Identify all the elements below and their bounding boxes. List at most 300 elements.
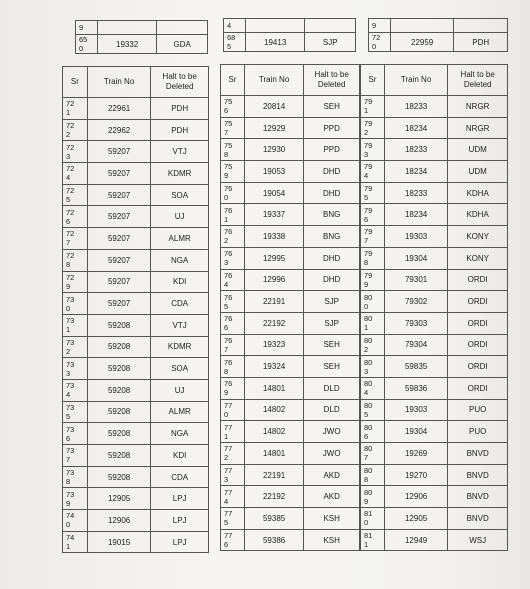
sr-part-b: 3 xyxy=(66,151,71,161)
table-row xyxy=(221,96,360,118)
table-row xyxy=(63,184,209,206)
halt-cell: SEH xyxy=(304,334,360,356)
halt-cell: DHD xyxy=(304,247,360,269)
train-cell: 59836 xyxy=(384,377,448,399)
sr-part-b: 2 xyxy=(224,453,229,463)
sr-cell xyxy=(63,531,88,553)
table-row xyxy=(221,464,360,486)
sr-part-b: 4 xyxy=(66,173,71,183)
sr-part-b: 9 xyxy=(224,388,229,398)
sr-cell xyxy=(361,356,385,378)
sr-part-a: 74 xyxy=(66,533,75,543)
sr-cell xyxy=(63,206,88,228)
sr-cell xyxy=(361,334,385,356)
halt-table-3 xyxy=(360,64,508,551)
sr-part-b: 6 xyxy=(364,214,369,224)
train-cell: 59208 xyxy=(87,379,151,401)
sr-part-b: 3 xyxy=(364,366,369,376)
sr-part-b: 7 xyxy=(364,453,369,463)
train-cell: 59208 xyxy=(87,314,151,336)
train-cell: 19304 xyxy=(384,247,448,269)
sr-part-a: 75 xyxy=(224,162,233,172)
sr-part-a: 79 xyxy=(364,119,373,129)
sr-part-b: 1 xyxy=(66,325,71,335)
halt-cell: ORDI xyxy=(448,356,508,378)
sr-part-a: 77 xyxy=(224,422,233,432)
sr-cell: 9 xyxy=(76,21,98,35)
sr-part-a: 80 xyxy=(364,400,373,410)
sr-cell xyxy=(361,182,385,204)
sr-part-b: 2 xyxy=(224,236,229,246)
train-cell: 19324 xyxy=(244,356,304,378)
table-row xyxy=(63,466,209,488)
sr-part-b: 9 xyxy=(224,171,229,181)
halt-cell: CDA xyxy=(151,466,209,488)
sr-part-a: 76 xyxy=(224,270,233,280)
sr-part-b: 8 xyxy=(66,477,71,487)
table-row xyxy=(221,161,360,183)
table-row xyxy=(361,182,508,204)
sr-cell xyxy=(63,401,88,423)
table-row xyxy=(63,163,209,185)
sr-part-a: 79 xyxy=(364,140,373,150)
sr-part-b: 0 xyxy=(224,409,229,419)
train-cell: 22191 xyxy=(244,291,304,313)
table-row xyxy=(361,291,508,313)
train-cell: 14802 xyxy=(244,421,304,443)
sr-part-a: 72 xyxy=(66,164,75,174)
sr-part-b: 0 xyxy=(66,303,71,313)
table-row xyxy=(361,204,508,226)
halt-cell: UJ xyxy=(151,206,209,228)
train-cell: 59386 xyxy=(244,529,304,551)
train-cell: 59208 xyxy=(87,445,151,467)
sr-part-a: 73 xyxy=(66,381,75,391)
sr-cell xyxy=(63,271,88,293)
table-row xyxy=(361,377,508,399)
halt-cell: WSJ xyxy=(448,529,508,551)
train-cell: 59207 xyxy=(87,228,151,250)
table-row xyxy=(76,35,208,54)
table-row xyxy=(361,464,508,486)
table-row xyxy=(221,291,360,313)
train-cell: 19303 xyxy=(384,399,448,421)
sr-part-b: 0 xyxy=(66,520,71,530)
sr-cell xyxy=(361,96,385,118)
halt-cell: NGA xyxy=(151,249,209,271)
sr-part-b: 0 xyxy=(224,193,229,203)
sr-cell: 4 xyxy=(224,19,246,33)
table-row xyxy=(63,445,209,467)
train-no-header: Train No xyxy=(87,67,151,98)
sr-part-a: 79 xyxy=(364,249,373,259)
halt-cell: SJP xyxy=(304,291,360,313)
train-cell: 59208 xyxy=(87,423,151,445)
sr-part-a: 80 xyxy=(364,422,373,432)
sr-part-a: 79 xyxy=(364,184,373,194)
train-cell: 59208 xyxy=(87,336,151,358)
table-row xyxy=(361,139,508,161)
sr-part-a: 80 xyxy=(364,335,373,345)
sr-cell xyxy=(63,379,88,401)
train-cell: 12996 xyxy=(244,269,304,291)
sr-part-b: 6 xyxy=(224,106,229,116)
halt-cell: DHD xyxy=(304,161,360,183)
table-row xyxy=(221,182,360,204)
sr-cell xyxy=(221,443,245,465)
sr-cell xyxy=(361,464,385,486)
halt-cell: ORDI xyxy=(448,269,508,291)
sr-part-a: 73 xyxy=(66,359,75,369)
sr-cell xyxy=(63,228,88,250)
table-row xyxy=(63,336,209,358)
sr-part-b: 5 xyxy=(66,411,71,421)
halt-cell: BNVD xyxy=(448,508,508,530)
sr-part-b: 5 xyxy=(364,409,369,419)
sr-part-b: 1 xyxy=(224,214,229,224)
table-row xyxy=(63,206,209,228)
sr-cell xyxy=(63,336,88,358)
halt-cell: KSH xyxy=(304,508,360,530)
sr-part-a: 73 xyxy=(66,316,75,326)
sr-part-a: 75 xyxy=(224,140,233,150)
halt-table-2 xyxy=(220,64,360,551)
sr-part-b: 7 xyxy=(364,236,369,246)
sr-cell: 9 xyxy=(369,19,391,33)
sr-cell xyxy=(221,96,245,118)
sr-part-a: 76 xyxy=(224,249,233,259)
table-row xyxy=(63,249,209,271)
table-row xyxy=(361,529,508,551)
halt-table-1 xyxy=(62,66,209,553)
sr-part-a: 81 xyxy=(364,531,373,541)
train-cell: 59207 xyxy=(87,206,151,228)
halt-cell: NRGR xyxy=(448,96,508,118)
sr-cell xyxy=(221,117,245,139)
sr-part-a: 76 xyxy=(224,227,233,237)
sr-cell xyxy=(361,247,385,269)
train-cell: 19054 xyxy=(244,182,304,204)
table-row xyxy=(361,486,508,508)
table-row xyxy=(63,531,209,553)
table-row xyxy=(221,204,360,226)
train-cell: 19053 xyxy=(244,161,304,183)
halt-cell: PDH xyxy=(151,119,209,141)
halt-cell: ALMR xyxy=(151,401,209,423)
sr-part-a: 72 xyxy=(66,121,75,131)
halt-cell: PPD xyxy=(304,139,360,161)
sr-cell xyxy=(221,226,245,248)
train-cell: 12906 xyxy=(384,486,448,508)
sr-part-a: 80 xyxy=(364,357,373,367)
sr-cell: 72 0 xyxy=(369,33,391,52)
sr-cell xyxy=(221,356,245,378)
sr-part-b: 3 xyxy=(66,368,71,378)
sr-part-a: 76 xyxy=(224,205,233,215)
table-row xyxy=(221,334,360,356)
sr-part-b: 4 xyxy=(364,388,369,398)
halt-cell: LPJ xyxy=(151,531,209,553)
table-row xyxy=(221,247,360,269)
sr-part-a: 76 xyxy=(224,184,233,194)
sr-part-b: 8 xyxy=(364,258,369,268)
sr-cell xyxy=(361,486,385,508)
train-cell: 79303 xyxy=(384,312,448,334)
train-cell xyxy=(390,19,454,33)
sr-part-b: 5 xyxy=(364,193,369,203)
sr-part-a: 73 xyxy=(66,402,75,412)
halt-cell xyxy=(157,21,208,35)
sr-part-a: 80 xyxy=(364,466,373,476)
halt-cell: UDM xyxy=(448,161,508,183)
table-row xyxy=(361,226,508,248)
sr-part-b: 6 xyxy=(66,433,71,443)
train-cell: 18234 xyxy=(384,161,448,183)
table-row xyxy=(63,358,209,380)
train-cell: 79301 xyxy=(384,269,448,291)
sr-part-a: 81 xyxy=(364,509,373,519)
halt-cell: ALMR xyxy=(151,228,209,250)
sr-part-a: 79 xyxy=(364,162,373,172)
sr-cell xyxy=(361,269,385,291)
halt-cell: JWO xyxy=(304,421,360,443)
sr-part-b: 0 xyxy=(364,301,369,311)
train-no-header: Train No xyxy=(384,65,448,96)
sr-cell xyxy=(361,421,385,443)
sr-part-a: 72 xyxy=(66,207,75,217)
sr-part-b: 4 xyxy=(224,279,229,289)
table-row xyxy=(63,314,209,336)
train-cell: 12949 xyxy=(384,529,448,551)
sr-part-a: 76 xyxy=(224,335,233,345)
table-row xyxy=(221,226,360,248)
sr-part-a: 77 xyxy=(224,487,233,497)
halt-cell: SJP xyxy=(305,33,356,52)
sr-part-b: 2 xyxy=(66,130,71,140)
sr-cell xyxy=(361,204,385,226)
sr-cell xyxy=(361,508,385,530)
sr-cell xyxy=(221,508,245,530)
sr-part-b: 1 xyxy=(364,323,369,333)
sr-part-a: 76 xyxy=(224,357,233,367)
table-row xyxy=(221,529,360,551)
sr-part-b: 4 xyxy=(364,171,369,181)
sr-part-b: 1 xyxy=(364,540,369,550)
sr-part-a: 79 xyxy=(364,205,373,215)
train-cell: 59207 xyxy=(87,163,151,185)
table-row xyxy=(221,312,360,334)
halt-cell: VTJ xyxy=(151,141,209,163)
table-row xyxy=(221,399,360,421)
train-cell xyxy=(97,21,157,35)
table-row xyxy=(63,488,209,510)
halt-cell: CDA xyxy=(151,293,209,315)
sr-part-a: 77 xyxy=(224,466,233,476)
train-cell: 79302 xyxy=(384,291,448,313)
train-cell: 18234 xyxy=(384,204,448,226)
sr-part-b: 4 xyxy=(224,496,229,506)
table-row xyxy=(221,486,360,508)
halt-cell: AKD xyxy=(304,486,360,508)
sr-part-b: 8 xyxy=(224,366,229,376)
table-row xyxy=(221,117,360,139)
sr-part-a: 77 xyxy=(224,509,233,519)
table-row xyxy=(63,271,209,293)
sr-part-a: 80 xyxy=(364,292,373,302)
table-row xyxy=(369,19,508,33)
table-row xyxy=(221,139,360,161)
table-row xyxy=(221,421,360,443)
train-cell: 19413 xyxy=(245,33,305,52)
sr-cell xyxy=(221,247,245,269)
sr-part-b: 9 xyxy=(66,281,71,291)
table-row xyxy=(63,98,209,120)
sr-part-a: 72 xyxy=(66,99,75,109)
table-row xyxy=(221,356,360,378)
halt-cell: PPD xyxy=(304,117,360,139)
sr-part-a: 77 xyxy=(224,400,233,410)
sr-cell xyxy=(221,139,245,161)
table-row xyxy=(361,312,508,334)
sr-cell xyxy=(361,139,385,161)
train-cell: 22192 xyxy=(244,312,304,334)
table-row xyxy=(63,119,209,141)
sr-part-a: 79 xyxy=(364,270,373,280)
train-cell: 59207 xyxy=(87,293,151,315)
sr-cell xyxy=(361,291,385,313)
sr-part-a: 72 xyxy=(66,142,75,152)
train-cell: 19337 xyxy=(244,204,304,226)
table-row xyxy=(361,421,508,443)
table-row xyxy=(221,443,360,465)
train-cell: 59208 xyxy=(87,466,151,488)
train-cell: 19338 xyxy=(244,226,304,248)
sr-cell xyxy=(63,119,88,141)
sr-part-b: 8 xyxy=(224,149,229,159)
train-cell: 12995 xyxy=(244,247,304,269)
halt-cell: DLD xyxy=(304,377,360,399)
sr-part-b: 1 xyxy=(66,108,71,118)
sr-part-a: 80 xyxy=(364,379,373,389)
train-cell: 12929 xyxy=(244,117,304,139)
halt-cell: DLD xyxy=(304,399,360,421)
halt-cell: SOA xyxy=(151,184,209,206)
table-row xyxy=(221,269,360,291)
sr-cell: 68 5 xyxy=(224,33,246,52)
table-row xyxy=(361,356,508,378)
train-cell: 19332 xyxy=(97,35,157,54)
sr-cell xyxy=(221,182,245,204)
train-cell: 20814 xyxy=(244,96,304,118)
sr-cell xyxy=(361,312,385,334)
train-cell: 19303 xyxy=(384,226,448,248)
sr-part-b: 1 xyxy=(364,106,369,116)
train-cell: 12905 xyxy=(87,488,151,510)
table-row xyxy=(224,33,356,52)
sr-part-b: 1 xyxy=(224,431,229,441)
halt-cell: VTJ xyxy=(151,314,209,336)
train-cell: 12905 xyxy=(384,508,448,530)
halt-cell: KDMR xyxy=(151,163,209,185)
sr-part-a: 76 xyxy=(224,292,233,302)
train-cell: 22962 xyxy=(87,119,151,141)
table-row xyxy=(361,443,508,465)
sr-header: Sr xyxy=(63,67,88,98)
halt-cell: KONY xyxy=(448,226,508,248)
sr-part-b: 7 xyxy=(66,455,71,465)
train-cell: 12906 xyxy=(87,510,151,532)
halt-cell: SEH xyxy=(304,356,360,378)
halt-cell: ORDI xyxy=(448,377,508,399)
sr-cell xyxy=(63,445,88,467)
halt-cell: KDMR xyxy=(151,336,209,358)
sr-header: Sr xyxy=(361,65,385,96)
sr-cell xyxy=(63,184,88,206)
table-row xyxy=(361,269,508,291)
sr-part-b: 2 xyxy=(364,344,369,354)
halt-cell: KONY xyxy=(448,247,508,269)
train-cell: 59207 xyxy=(87,141,151,163)
sr-part-b: 0 xyxy=(364,518,369,528)
sr-part-b: 4 xyxy=(66,390,71,400)
train-cell: 79304 xyxy=(384,334,448,356)
table-row xyxy=(361,247,508,269)
table-row xyxy=(224,19,356,33)
sr-part-a: 73 xyxy=(66,446,75,456)
table-row xyxy=(369,33,508,52)
table-row xyxy=(63,401,209,423)
table-row xyxy=(63,510,209,532)
sr-cell xyxy=(63,141,88,163)
train-cell: 59385 xyxy=(244,508,304,530)
train-cell: 19015 xyxy=(87,531,151,553)
table-row xyxy=(361,117,508,139)
sr-part-b: 2 xyxy=(66,346,71,356)
sr-cell xyxy=(63,358,88,380)
halt-cell: PDH xyxy=(454,33,508,52)
halt-cell: GDA xyxy=(157,35,208,54)
halt-cell: SJP xyxy=(304,312,360,334)
halt-cell: ORDI xyxy=(448,312,508,334)
table-row xyxy=(76,21,208,35)
sr-cell xyxy=(63,423,88,445)
sr-part-b: 7 xyxy=(224,344,229,354)
train-cell: 19304 xyxy=(384,421,448,443)
halt-cell: KDI xyxy=(151,271,209,293)
halt-cell: PUO xyxy=(448,421,508,443)
sr-cell xyxy=(221,529,245,551)
sr-part-a: 80 xyxy=(364,314,373,324)
sr-cell xyxy=(221,334,245,356)
sr-part-b: 5 xyxy=(66,195,71,205)
halt-cell: KDHA xyxy=(448,204,508,226)
train-cell: 19270 xyxy=(384,464,448,486)
halt-cell: JWO xyxy=(304,443,360,465)
halt-cell: KDI xyxy=(151,445,209,467)
sr-cell xyxy=(361,117,385,139)
halt-cell: PUO xyxy=(448,399,508,421)
sr-cell xyxy=(221,161,245,183)
sr-cell xyxy=(221,291,245,313)
sr-part-a: 72 xyxy=(66,229,75,239)
train-cell: 22192 xyxy=(244,486,304,508)
sr-cell xyxy=(63,488,88,510)
table-row xyxy=(221,508,360,530)
sr-part-b: 5 xyxy=(224,301,229,311)
halt-cell: UJ xyxy=(151,379,209,401)
sr-part-b: 7 xyxy=(224,128,229,138)
sr-part-a: 74 xyxy=(66,511,75,521)
